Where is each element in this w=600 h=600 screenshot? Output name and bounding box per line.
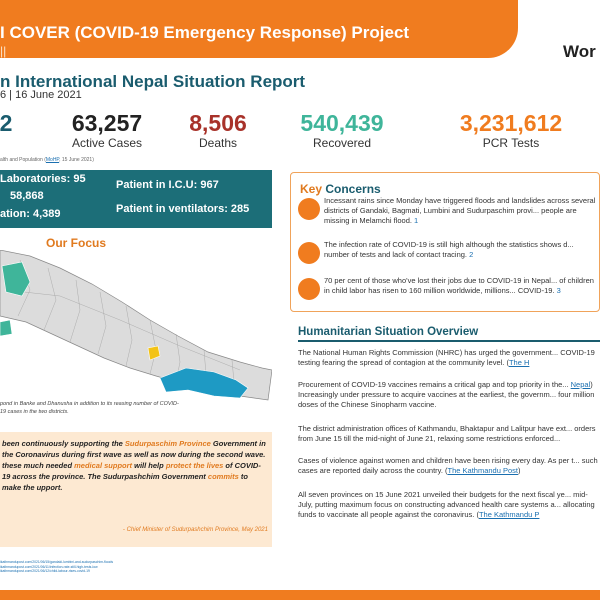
stat-value: 63,257 [71,110,143,136]
humanitarian-title: Humanitarian Situation Overview [298,326,479,338]
quote-part: been continuously supporting the [2,439,125,448]
report-date: 6 | 16 June 2021 [0,89,82,101]
virus-icon [298,242,320,264]
concern-body: Incessant rains since Monday have triggered floods and landslides across several districts of Gandaki, Bagmati, Lumbini and Sudurpaschim provi... people are missing in Melamchi flood. [324,196,596,225]
title-underline [298,340,600,342]
stat-value: 3,231,612 [459,110,563,136]
source-note [0,157,94,163]
footer-band [0,590,600,600]
concern-ref[interactable]: 3 [556,286,561,295]
quote-part: to make the upport. [2,472,248,492]
quote-attribution: - Chief Minister of Sudurpashchim Province, May 2021 [122,527,268,533]
stat-partial [0,110,18,136]
para-text: The district administration offices of Kathmandu, Bhaktapur and Lalitpur have ext... orders from June 15 till the mid-night of June 21, relaxing some restrictions enforced... [298,424,596,443]
footnote-link[interactable]: ikathmandupost.com/2021/06/11/infection-rate-still-high-tests-low [0,564,98,569]
stat-value: 2 [0,110,13,136]
map-caption: pond in Banke and Dhanusha in addition to its reasing number of COVID-19 cases in the two districts. [0,401,179,415]
quote-highlight: medical support [74,461,133,470]
concern-body: 70 per cent of those who've lost their jobs due to COVID-19 in Nepal... of children in child labor has risen to 160 million worldwide, millions... COVID-19. [324,276,594,295]
chief-minister-quote [0,432,272,547]
stat-recovered [286,110,398,150]
source-link[interactable]: Nepal [570,380,591,389]
overview-paragraph [298,380,600,410]
para-text: Cases of violence against women and children have been rising every day. As per t... such cases are reported daily across the country. ( [298,456,598,475]
concern-text [324,240,600,260]
concern-infection-rate [294,240,600,276]
quote-part: Government in the Coronavirus during first wave as well as now during the second wave. these much needed [2,439,266,470]
stat-label: PCR Tests [482,136,540,150]
stat-value: 8,506 [189,110,247,136]
concern-ref[interactable]: 1 [414,216,419,225]
icu-count: Patient in I.C.U: 967 [116,179,219,191]
header-band [0,0,518,58]
para-text: The National Human Rights Commission (NHRC) has urged the government... COVID-19 testing fearing the spread of contagion at the community level. ( [298,348,595,367]
key-concerns-title [300,182,381,196]
report-title: n International Nepal Situation Report [0,72,306,91]
focus-title: Our Focus [46,236,107,250]
quote-highlight: Sudurpaschim Province [124,439,211,448]
para-text: ) [517,466,521,475]
quote-text [2,438,268,493]
para-text: All seven provinces on 15 June 2021 unveiled their budgets for the next fiscal ye... mid-July, putting maximum focus on constructing advanced health care systems a... allocating funds to vaccinate all people against the coronavirus. ( [298,490,595,519]
laboratories-count: Laboratories: 95 [0,173,86,185]
project-title: I COVER (COVID-19 Emergency Response) Project [0,23,410,42]
source-link[interactable]: The Kathmandu P [478,510,540,519]
concern-floods [294,196,600,232]
footnote-links [0,560,280,574]
focus-district-banke [0,320,12,336]
concern-body: The infection rate of COVID-19 is still high although the statistics shows d... number of tests and lack of contact tracing. [324,240,574,259]
lab-stats-panel [0,170,272,228]
quote-part: will help [132,461,166,470]
title-rest: Concerns [322,182,381,196]
para-text: Procurement of COVID-19 vaccines remains a critical gap and top priority in the... [298,380,571,389]
quote-part: of COVID-19 across the province. The Sudurpashchim Government [2,461,261,481]
footnote-link[interactable]: ikathmandupost.com/2021/06/15/gandaki-lumbini-and-sudurpaschim-floods [0,560,114,564]
nepal-focus-map [0,250,272,410]
brand-logo-text: Wor [563,42,596,61]
concern-text [324,276,600,296]
overview-paragraph [298,348,600,368]
overview-paragraph [298,490,600,520]
footnote-link[interactable]: ikathmandupost.com/2021/06/12/child-labour-rises-covid-19 [0,569,90,573]
para-text: ) Increasingly under pressure to acquire vaccines at the earliest, the governm... four million doses of the Chinese Sinopharm vaccine. [298,380,595,409]
quote-highlight: commits [207,472,239,481]
concern-text [324,196,600,226]
ventilator-count: Patient in ventilators: 285 [116,203,250,215]
overview-paragraph [298,456,600,476]
concern-ref[interactable]: 2 [469,250,474,259]
stat-label: Recovered [312,136,372,150]
title-key: Key [300,182,323,196]
source-note-end: , 15 June 2021) [59,157,94,163]
source-link[interactable]: The Kathmandu Post [447,466,518,475]
stat-label: Deaths [198,136,238,150]
stat-value: 540,439 [300,110,384,136]
stat-pcr-tests [446,110,576,150]
second-count: 58,868 [10,190,44,202]
source-link[interactable]: MoHP [45,157,60,163]
quote-highlight: protect the lives [165,461,224,470]
project-subtitle: || [0,44,7,58]
isolation-count: ation: 4,389 [0,208,61,220]
concern-child-labour [294,276,600,312]
child-icon [298,278,320,300]
source-link[interactable]: The H [508,358,530,367]
map-outline [0,250,272,400]
flood-icon [298,198,320,220]
stat-active-cases [52,110,162,150]
overview-paragraph [298,424,600,444]
stat-deaths [168,110,268,150]
stat-label: Active Cases [71,136,143,150]
source-note-text: alth and Population ( [0,157,46,163]
